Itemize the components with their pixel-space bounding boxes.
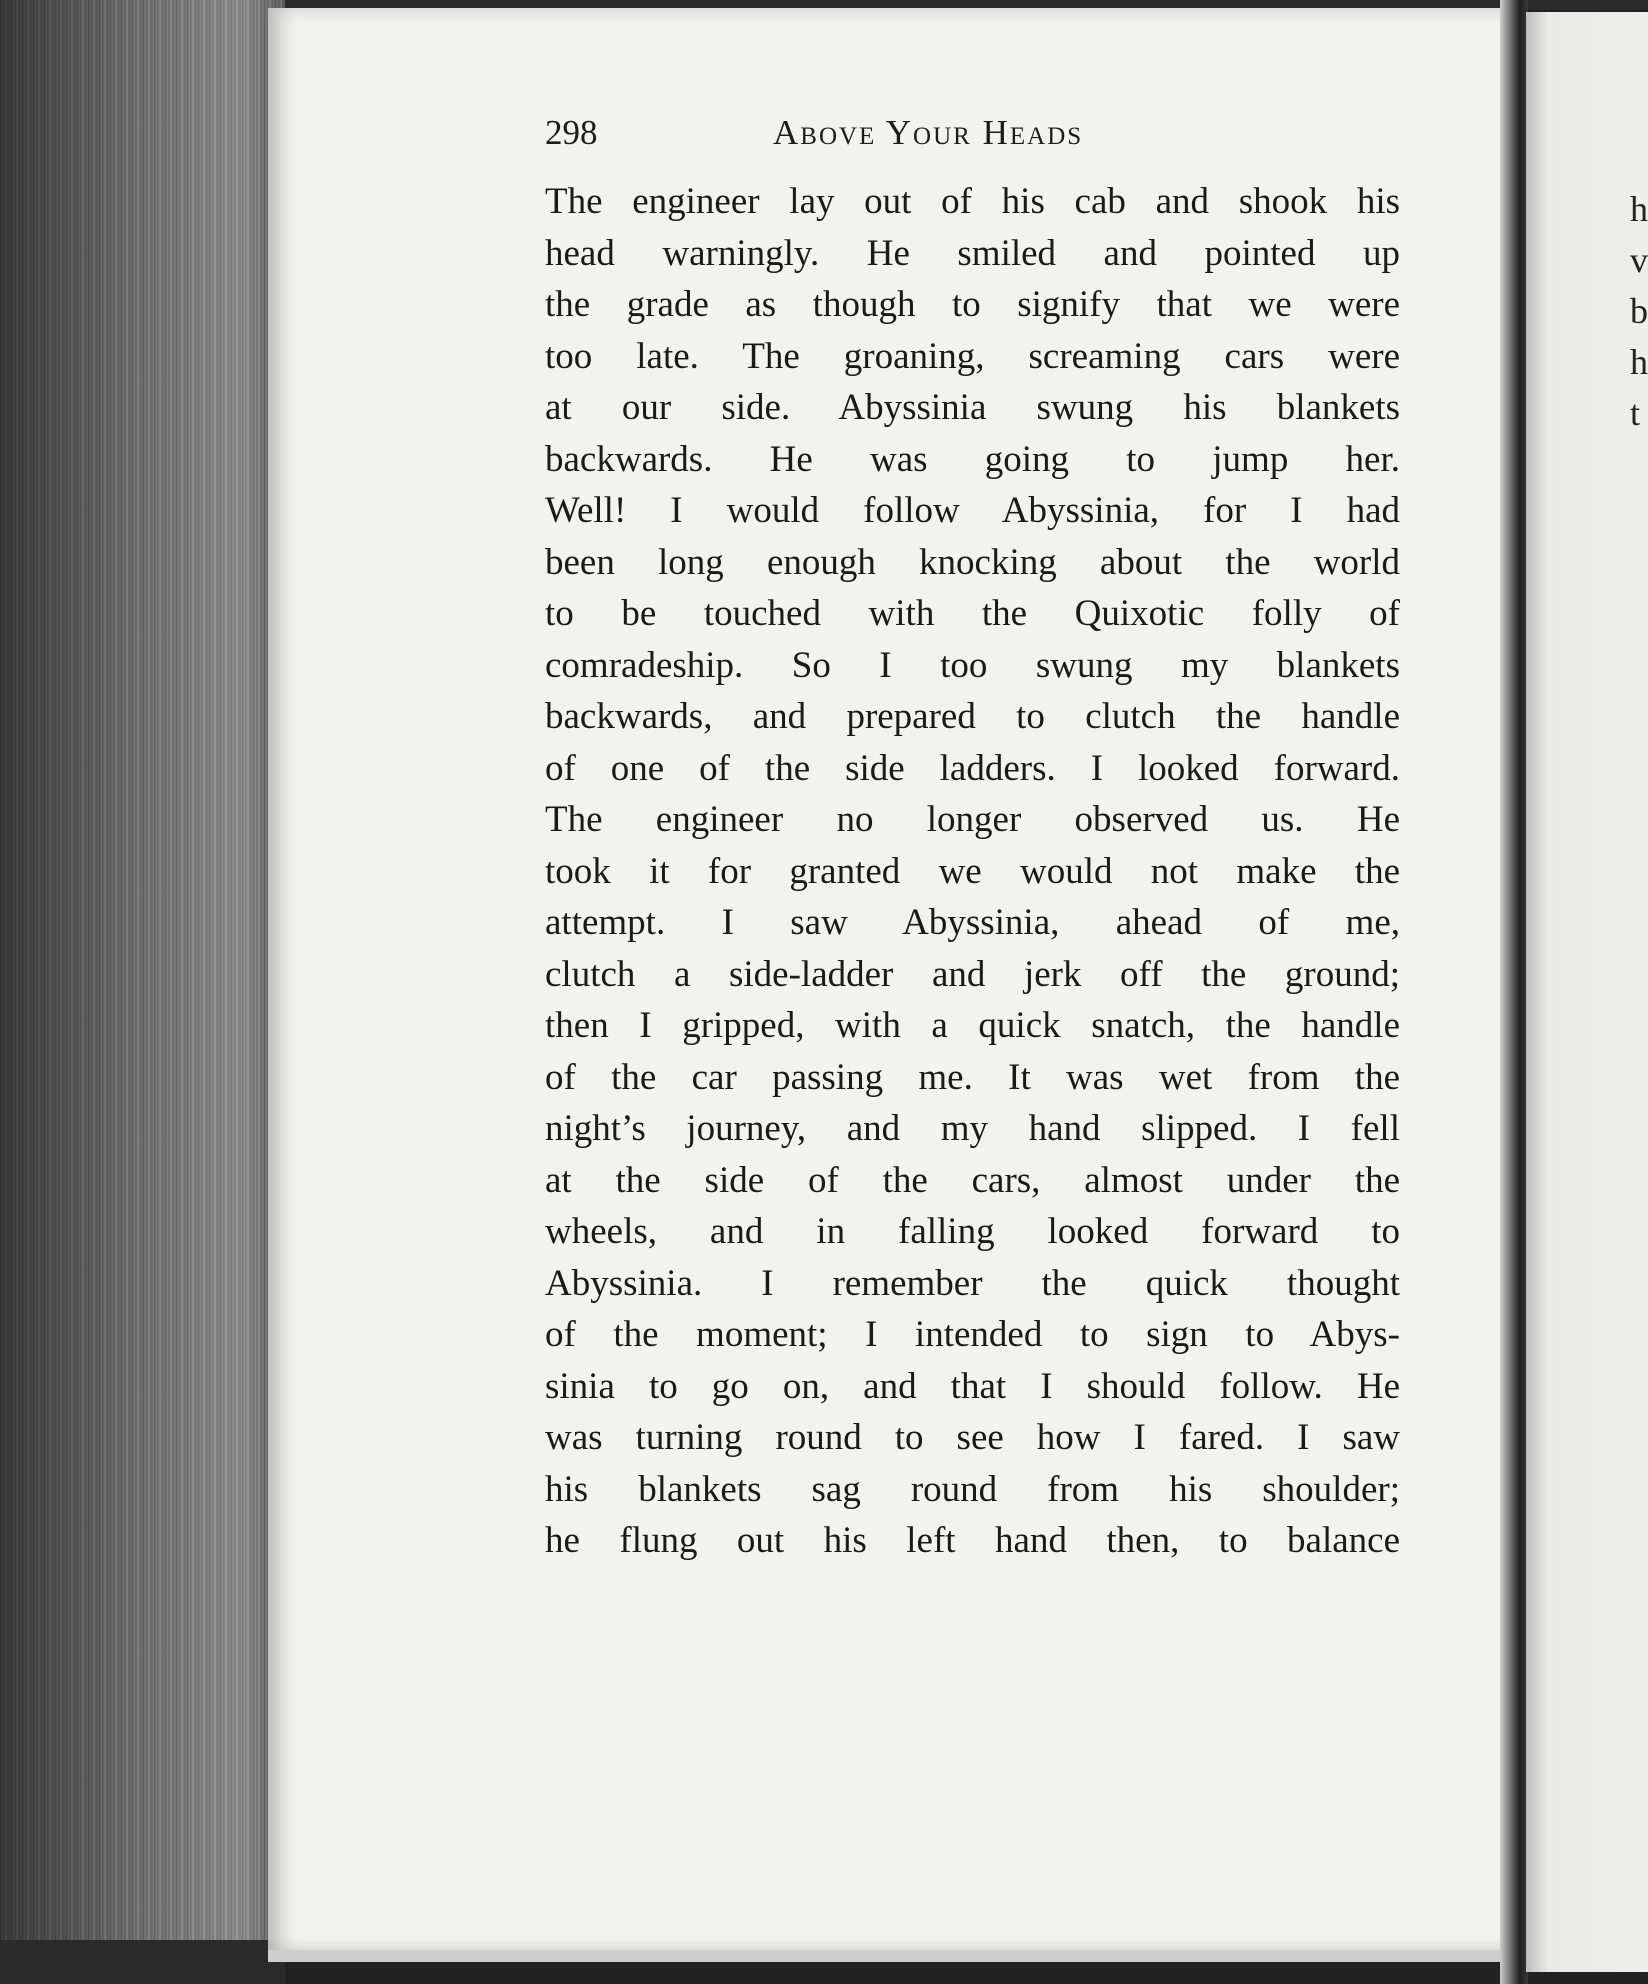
text-line: comradeship. So I too swung my blankets bbox=[545, 644, 1400, 686]
text-line: been long enough knocking about the world bbox=[545, 541, 1400, 583]
facing-text-fragment: h bbox=[1630, 342, 1648, 382]
facing-text-fragment: b bbox=[1630, 291, 1648, 331]
page-number: 298 bbox=[545, 113, 598, 152]
running-head bbox=[545, 108, 1405, 158]
running-title: Above Your Heads bbox=[773, 113, 1084, 152]
text-line: sinia to go on, and that I should follow. He bbox=[545, 1365, 1400, 1407]
page-bottom-edge bbox=[268, 1950, 1516, 1962]
book-gutter bbox=[1500, 0, 1528, 1984]
text-line: clutch a side-ladder and jerk off the ground; bbox=[545, 953, 1400, 995]
text-line: the grade as though to signify that we were bbox=[545, 284, 1400, 325]
book-bottom-edge bbox=[0, 1940, 285, 1984]
text-line: backwards, and prepared to clutch the handle bbox=[545, 696, 1400, 737]
text-line: at our side. Abyssinia swung his blankets bbox=[545, 387, 1400, 428]
text-line: Well! I would follow Abyssinia, for I had bbox=[545, 490, 1400, 531]
text-line: to be touched with the Quixotic folly of bbox=[545, 593, 1400, 634]
text-line: then I gripped, with a quick snatch, the handle bbox=[545, 1005, 1400, 1046]
text-line: The engineer no longer observed us. He bbox=[545, 799, 1400, 840]
facing-text-fragment: v bbox=[1630, 240, 1648, 280]
text-line: attempt. I saw Abyssinia, ahead of me, bbox=[545, 902, 1400, 943]
facing-page-text bbox=[1630, 184, 1648, 439]
text-line: of the moment; I intended to sign to Abys- bbox=[545, 1314, 1400, 1355]
text-line: he flung out his left hand then, to balance bbox=[545, 1520, 1400, 1561]
text-line: The engineer lay out of his cab and shook his bbox=[545, 181, 1400, 222]
text-line: too late. The groaning, screaming cars were bbox=[545, 335, 1400, 377]
page-edges-shading bbox=[0, 0, 285, 1984]
text-line: at the side of the cars, almost under the bbox=[545, 1159, 1400, 1201]
facing-text-fragment: t bbox=[1630, 393, 1641, 433]
text-line: his blankets sag round from his shoulder; bbox=[545, 1468, 1400, 1510]
text-line: backwards. He was going to jump her. bbox=[545, 438, 1400, 480]
text-line: head warningly. He smiled and pointed up bbox=[545, 232, 1400, 274]
body-text bbox=[545, 176, 1400, 1567]
text-line: of the car passing me. It was wet from the bbox=[545, 1056, 1400, 1098]
text-line: of one of the side ladders. I looked forward. bbox=[545, 747, 1400, 789]
text-line: took it for granted we would not make the bbox=[545, 850, 1400, 892]
text-line: was turning round to see how I fared. I saw bbox=[545, 1417, 1400, 1458]
text-line: night’s journey, and my hand slipped. I fell bbox=[545, 1108, 1400, 1149]
facing-text-fragment: h bbox=[1630, 189, 1648, 229]
text-line: wheels, and in falling looked forward to bbox=[545, 1211, 1400, 1252]
text-line: Abyssinia. I remember the quick thought bbox=[545, 1262, 1400, 1304]
